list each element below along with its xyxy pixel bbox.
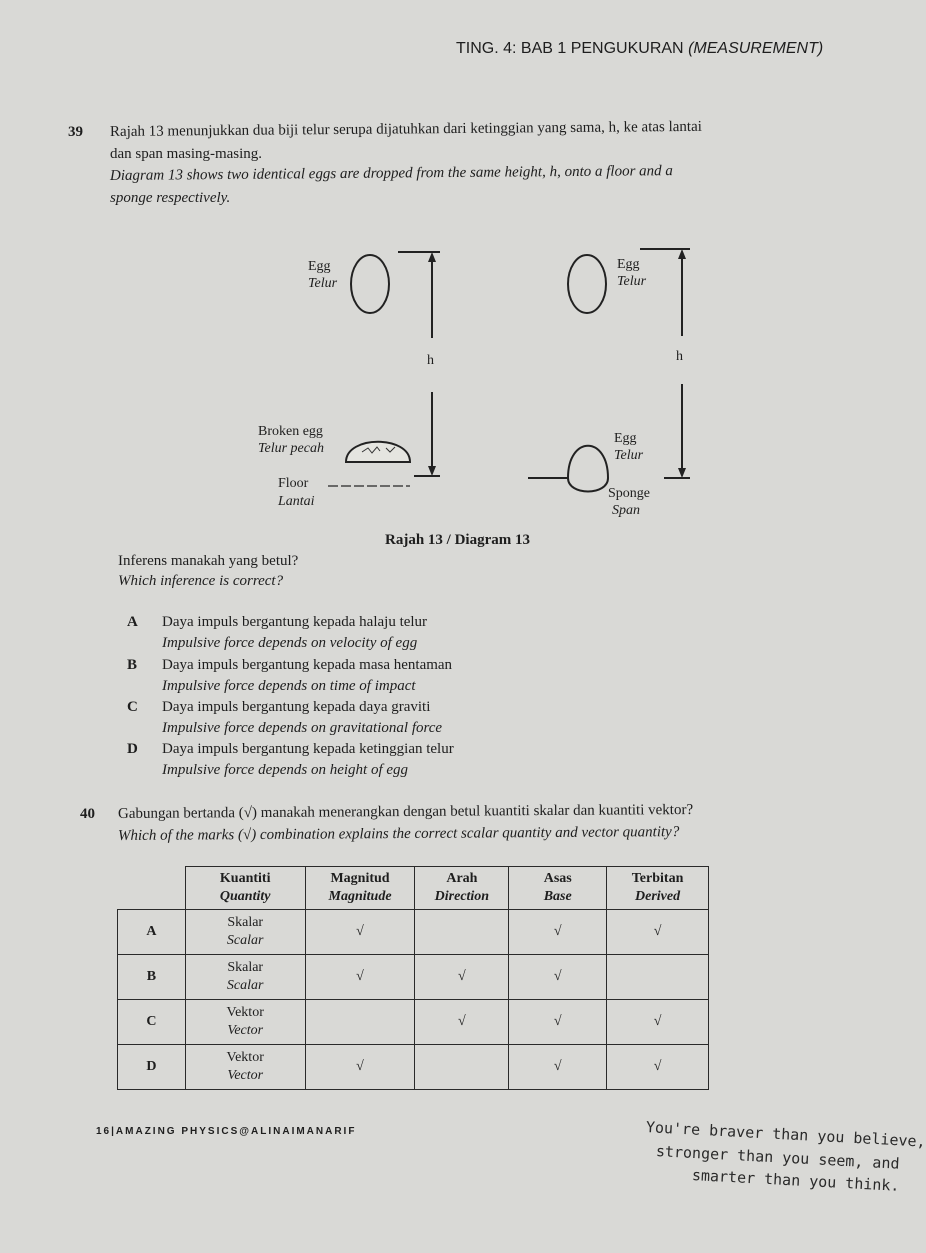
q39-question-malay: Inferens manakah yang betul?: [118, 553, 299, 569]
mark-magnitude: √: [305, 1045, 415, 1090]
arrow-down-icon: [428, 466, 436, 476]
telur-label-sponge: Telur: [614, 448, 644, 463]
height-label-left: h: [427, 353, 434, 368]
mark-derived: √: [607, 1045, 709, 1090]
option-b-malay: Daya impuls bergantung kepada masa hentaman: [162, 657, 453, 673]
q40-english: Which of the marks (√) combination explains the correct scalar quantity and vector quantity?: [117, 824, 680, 844]
row-quantity: Vektor Vector: [185, 1000, 305, 1045]
q39-malay-line2: dan span masing-masing.: [110, 146, 263, 162]
q39-question-english: Which inference is correct?: [118, 573, 284, 589]
option-c-malay: Daya impuls bergantung kepada daya graviti: [162, 699, 431, 715]
egg-left-icon: [351, 255, 389, 313]
egg-label-sponge: Egg: [614, 431, 637, 446]
table-row: [118, 955, 709, 1000]
page-header: [456, 40, 823, 58]
quote-line2: stronger than you seem, and: [655, 1142, 900, 1173]
arrow-up-right-icon: [678, 249, 686, 259]
mark-base: √: [509, 910, 607, 955]
option-a-letter: A: [127, 614, 138, 630]
mark-base: √: [509, 1000, 607, 1045]
span-label: Span: [612, 503, 640, 518]
mark-base: √: [509, 955, 607, 1000]
row-quantity: Skalar Scalar: [185, 910, 305, 955]
option-c-letter: C: [127, 699, 138, 715]
option-a-malay: Daya impuls bergantung kepada halaju telur: [162, 614, 428, 630]
quote-line1: You're braver than you believe,: [645, 1118, 926, 1151]
row-quantity: Vektor Vector: [185, 1045, 305, 1090]
mark-derived: √: [607, 910, 709, 955]
egg-label-left: Egg: [308, 259, 331, 274]
sponge-label: Sponge: [608, 486, 650, 501]
header-title: TING. 4: BAB 1 PENGUKURAN: [456, 40, 684, 57]
table-header-row: [118, 867, 709, 910]
table-header-base: Asas Base: [509, 867, 607, 910]
option-a-english: Impulsive force depends on velocity of egg: [162, 635, 418, 651]
page-footer: 16|AMAZING PHYSICS@ALINAIMANARIF: [96, 1126, 357, 1137]
broken-egg-label: Broken egg: [258, 424, 323, 439]
telur-label-right: Telur: [617, 274, 647, 289]
mark-derived: [607, 955, 709, 1000]
q39-number: 39: [68, 124, 83, 140]
row-option: C: [118, 1000, 186, 1045]
table-row: [118, 910, 709, 955]
lantai-label: Lantai: [278, 494, 315, 509]
mark-direction: [415, 1045, 509, 1090]
table-header-magnitude: Magnitud Magnitude: [305, 867, 415, 910]
row-option: D: [118, 1045, 186, 1090]
mark-base: √: [509, 1045, 607, 1090]
quote-line3: smarter than you think.: [691, 1166, 900, 1195]
q39-english-line1: Diagram 13 shows two identical eggs are dropped from the same height, h, onto a floor and a: [109, 163, 673, 184]
q39-malay-line1: Rajah 13 menunjukkan dua biji telur serupa dijatuhkan dari ketinggian yang sama, h, ke atas lantai: [109, 118, 702, 140]
q39-english-line2: sponge respectively.: [110, 190, 231, 206]
table-header-blank: [118, 867, 186, 910]
telur-label-left: Telur: [308, 276, 338, 291]
arrow-up-icon: [428, 252, 436, 262]
table-row: [118, 1000, 709, 1045]
mark-direction: √: [415, 1000, 509, 1045]
option-d-letter: D: [127, 741, 138, 757]
arrow-down-right-icon: [678, 468, 686, 478]
mark-magnitude: √: [305, 955, 415, 1000]
option-b-english: Impulsive force depends on time of impact: [162, 678, 416, 694]
mark-magnitude: [305, 1000, 415, 1045]
floor-label: Floor: [278, 476, 309, 491]
answer-table: [117, 866, 709, 1090]
option-d-malay: Daya impuls bergantung kepada ketinggian telur: [162, 741, 454, 757]
q40-number: 40: [80, 806, 95, 822]
q40-malay: Gabungan bertanda (√) manakah menerangkan dengan betul kuantiti skalar dan kuantiti vektor?: [117, 801, 694, 822]
table-row: [118, 1045, 709, 1090]
option-d-english: Impulsive force depends on height of egg: [162, 762, 409, 778]
mark-direction: [415, 910, 509, 955]
table-header-derived: Terbitan Derived: [607, 867, 709, 910]
height-label-right: h: [676, 349, 683, 364]
option-b-letter: B: [127, 657, 138, 673]
broken-egg-icon: [346, 442, 410, 462]
table-header-direction: Arah Direction: [415, 867, 509, 910]
header-subtitle: (MEASUREMENT): [688, 40, 824, 57]
egg-label-right: Egg: [617, 257, 640, 272]
mark-magnitude: √: [305, 910, 415, 955]
row-option: A: [118, 910, 186, 955]
table-header-quantity: Kuantiti Quantity: [185, 867, 305, 910]
egg-right-icon: [568, 255, 606, 313]
mark-direction: √: [415, 955, 509, 1000]
mark-derived: √: [607, 1000, 709, 1045]
telur-pecah-label: Telur pecah: [258, 441, 324, 456]
diagram-caption: Rajah 13 / Diagram 13: [385, 532, 530, 548]
egg-on-sponge-icon: [568, 446, 608, 478]
option-c-english: Impulsive force depends on gravitational force: [162, 720, 443, 736]
row-option: B: [118, 955, 186, 1000]
row-quantity: Skalar Scalar: [185, 955, 305, 1000]
